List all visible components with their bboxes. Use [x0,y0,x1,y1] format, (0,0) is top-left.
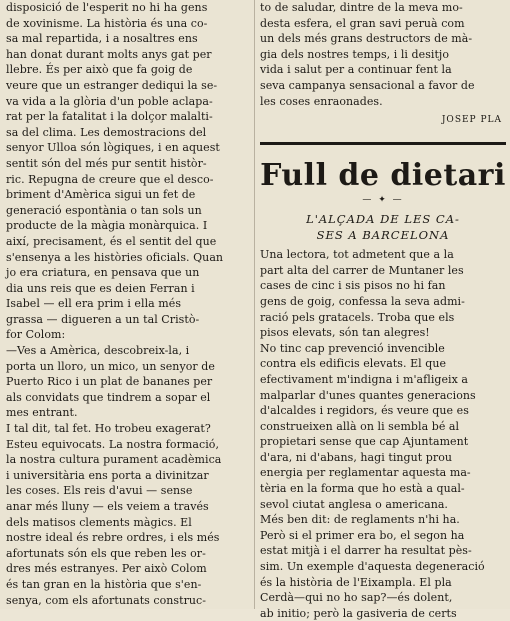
author-signature: JOSEP PLA [441,115,502,126]
text-line: Cerdà—qui no ho sap?—és dolent, [260,591,453,605]
text-line: Puerto Rico i un plat de bananes per [6,375,213,389]
text-line: efectivament m'indigna i m'afligeix a [260,372,469,386]
text-line: Isabel — ell era prim i ella més [6,297,182,311]
left-column [6,0,250,609]
text-line: to de saludar, dintre de la meva mo- [260,1,463,14]
text-line: gia dels nostres temps, i li desitjo [260,47,450,61]
text-line: porta un lloro, un mico, un senyor de [6,359,215,373]
text-line: d'ara, ni d'abans, hagi tingut prou [260,450,452,464]
text-line: és tan gran en la història que s'en- [6,577,202,591]
text-line: Esteu equivocats. La nostra formació, [6,437,219,451]
text-line: d'alcaldes i regidors, és veure que es [260,404,469,418]
text-line: sa mal repartida, i a nosaltres ens [6,32,198,46]
text-line: cases de cinc i sis pisos no hi fan [260,279,446,293]
text-line: als convidats que tindrem a sopar el [6,390,211,404]
text-line: I tal dit, tal fet. Ho trobeu exagerat? [6,422,211,436]
text-line: disposició de l'esperit no hi ha gens [6,1,208,14]
ornament-divider: — ✦ — [362,195,404,206]
text-line: ab initio; però la gasiveria de certs [260,606,457,620]
text-line: senya, com els afortunats construc- [6,593,207,607]
text-line: vida i salut per a continuar fent la [260,63,452,77]
text-line: un dels més grans destructors de mà- [260,32,473,46]
text-line: anar més lluny — els veiem a través [6,500,209,513]
text-line: rat per la fatalitat i la dolçor malalti- [6,110,213,124]
text-line: briment d'Amèrica sigui un fet de [6,188,196,202]
text-line: afortunats són els que reben les or- [6,546,206,560]
text-line: producte de la màgia monàrquica. I [6,219,208,233]
article-subhead: L'ALÇADA DE LES CA- [306,212,460,227]
text-line: les coses. Els reis d'avui — sense [6,484,193,498]
text-line: veure que un estranger dediqui la se- [6,78,218,92]
text-line: sa del clima. Les demostracions del [6,125,207,139]
text-line: grassa — digueren a un tal Cristò- [6,312,200,326]
text-line: pisos elevats, són tan alegres! [260,326,430,340]
text-line: ració pels gratacels. Troba que els [260,310,455,324]
text-line: nostre ideal és rebre ordres, i els més [6,531,220,545]
text-line: s'ensenya a les històries oficials. Quan [6,250,224,264]
text-line: tèria en la forma que ho està a qual- [260,482,465,496]
text-line: llebre. És per això que fa goig de [6,63,193,77]
text-line: és la història de l'Eixampla. El pla [260,575,452,589]
text-line: dels matisos clements màgics. El [6,515,192,529]
text-line: sentit són del més pur sentit històr- [6,156,207,170]
text-line: Més ben dit: de reglaments n'hi ha. [260,513,460,527]
right-column [260,0,506,620]
text-line: propietari sense que cap Ajuntament [260,435,469,449]
text-line: jo era criatura, en pensava que un [6,266,200,280]
text-line: construeixen allà on li sembla bé al [260,419,460,433]
text-line: Una lectora, tot admetent que a la [260,248,454,262]
text-line: sevol ciutat anglesa o americana. [260,497,448,511]
text-line: malparlar d'unes quantes generacions [260,388,476,402]
text-line: sim. Un exemple d'aquesta degeneració [260,560,485,574]
text-line: for Colom: [6,328,66,342]
text-line: energia per reglamentar aquesta ma- [260,466,471,480]
section-rule [260,142,506,145]
text-line: estat mitjà i el darrer ha resultat pès- [260,544,472,558]
text-line: dia uns reis que es deien Ferran i [6,281,195,295]
section-title: Full de dietari [260,158,506,194]
text-line: seva campanya sensacional a favor de [260,78,475,92]
text-line: les coses enraonades. [260,94,383,108]
text-line: contra els edificis elevats. El que [260,357,447,371]
text-line: ric. Repugna de creure que el desco- [6,172,214,186]
text-line: així, precisament, és el sentit del que [6,234,217,248]
text-line: generació espontània o tan sols un [6,203,202,217]
text-line: No tinc cap prevenció invencible [260,341,445,355]
text-line: i universitària ens porta a divinitzar [6,468,209,482]
article-subhead: SES A BARCELONA [316,228,450,243]
text-line: de xovinisme. La història és una co- [6,16,208,30]
text-line: han donat durant molts anys gat per [6,47,212,61]
text-line: la nostra cultura purament acadèmica [6,453,222,467]
text-line: gens de goig, confessa la seva admi- [260,294,465,308]
text-line: dres més estranyes. Per això Colom [6,562,207,576]
text-line: mes entrant. [6,406,78,420]
text-line: desta esfera, el gran savi peruà com [260,16,465,30]
text-line: —Ves a Amèrica, descobreix-la, i [6,344,190,358]
text-line: part alta del carrer de Muntaner les [260,263,464,277]
text-line: Però si el primer era bo, el segon ha [260,528,465,542]
article-body [260,247,506,621]
column-divider [254,0,255,609]
text-line: va vida a la glòria d'un poble aclapa- [6,94,213,108]
text-line: senyor Ulloa són lògiques, i en aquest [6,141,220,155]
